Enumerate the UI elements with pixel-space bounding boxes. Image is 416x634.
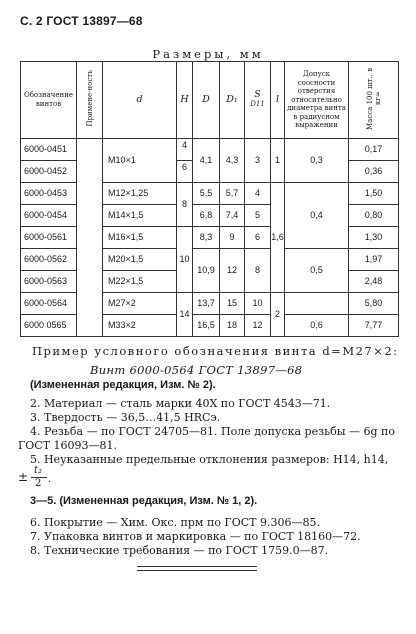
row-mass: 1,30 [349,226,399,248]
row-designation: 6000-0563 [21,270,77,292]
row-thread: M12×1,25 [103,182,177,204]
example-heading: Пример условного обозначения винта d=M27×2: [32,344,399,358]
row-mass: 1,97 [349,248,399,270]
row-big-d: 10,9 [193,248,220,292]
header-l: l [271,62,285,139]
row-big-d: 4,1 [193,138,220,182]
header-mass-text: Масса 100 шт., в кг≈ [365,67,382,130]
row-l-value: 1 [271,138,285,182]
header-s-tolerance: D11 [250,99,265,108]
row-mass: 0,17 [349,138,399,160]
row-thread: M20×1,5 [103,248,177,270]
note-coating: 6. Покрытие — Хим. Окс. прм по ГОСТ 9.306—85. [30,516,320,529]
note-hardness: 3. Твердость — 36,5…41,5 HRCэ. [30,411,221,424]
row-thread: M22×1,5 [103,270,177,292]
row-designation: 6000-0452 [21,160,77,182]
row-tolerance-empty [285,292,349,314]
row-d1: 4,3 [220,138,245,182]
row-s: 3 [245,138,271,182]
row-d1: 12 [220,248,245,292]
header-s-label: S [254,89,261,101]
note-requirements: 8. Технические требования — по ГОСТ 1759.0—87. [30,544,329,557]
row-tolerance: 0,4 [285,182,349,248]
row-big-d: 5,5 [193,182,220,204]
row-thread: M14×1,5 [103,204,177,226]
header-d: d [103,62,177,139]
row-big-d: 13,7 [193,292,220,314]
table-caption: Размеры, мм [152,47,264,61]
note-thread: 4. Резьба — по ГОСТ 24705—81. Поле допуска резьбы — 6g по ГОСТ 16093—81. [18,425,395,452]
row-mass: 7,77 [349,314,399,336]
row-designation: 6000-0562 [21,248,77,270]
table-row [21,138,399,160]
row-mass: 5,80 [349,292,399,314]
row-d1: 7,4 [220,204,245,226]
header-s [245,62,271,139]
row-s: 8 [245,248,271,292]
row-tolerance: 0,5 [285,248,349,292]
dimensions-table [20,61,399,337]
row-big-d: 16,5 [193,314,220,336]
row-tolerance: 0,3 [285,138,349,182]
header-tolerance: Допуск соосности отверстия относительно диаметра винта в радиусном выражении [285,62,349,139]
end-rule [137,566,257,567]
row-s: 6 [245,226,271,248]
tolerance-denominator: 2 [35,478,42,489]
row-s: 10 [245,292,271,314]
row-h-value: 8 [177,182,193,226]
note-tolerances: 5. Неуказанные предельные отклонения размеров: H14, h14, [30,453,389,466]
row-d1: 9 [220,226,245,248]
row-designation: 6000-0453 [21,182,77,204]
row-h-value: 10 [177,226,193,292]
row-designation: 6000-0451 [21,138,77,160]
note-material: 2. Материал — сталь марки 40Х по ГОСТ 4543—71. [30,397,331,410]
row-thread: M16×1,5 [103,226,177,248]
row-big-d: 6,8 [193,204,220,226]
row-thread: M10×1 [103,138,177,182]
tolerance-plus-minus: ± [18,470,29,484]
row-mass: 0,80 [349,204,399,226]
row-big-d: 8,3 [193,226,220,248]
page-header: С. 2 ГОСТ 13897—68 [20,14,143,28]
row-d1: 15 [220,292,245,314]
row-designation: 6000-0454 [21,204,77,226]
edition-note-2: 3—5. (Измененная редакция, Изм. № 1, 2). [30,495,258,507]
row-designation: 6000-0561 [21,226,77,248]
note-packaging: 7. Упаковка винтов и маркировка — по ГОСТ 18160—72. [30,530,361,543]
row-tolerance: 0,6 [285,314,349,336]
row-designation: 6000 0565 [21,314,77,336]
tolerance-period: . [48,474,52,485]
row-s: 12 [245,314,271,336]
tolerance-numerator: t₂ [34,465,43,476]
row-thread: M27×2 [103,292,177,314]
application-column [77,138,103,336]
header-mass [349,62,399,139]
header-h: H [177,62,193,139]
row-d1: 5,7 [220,182,245,204]
row-d1: 18 [220,314,245,336]
row-thread: M33×2 [103,314,177,336]
row-s: 5 [245,204,271,226]
header-application [77,62,103,139]
row-l-value: 2 [271,292,285,336]
end-rule-second [137,570,257,571]
row-designation: 6000-0564 [21,292,77,314]
row-l-value: 1,6 [271,182,285,292]
row-mass: 1,50 [349,182,399,204]
row-h-value: 6 [177,160,193,182]
example-designation: Винт 6000-0564 ГОСТ 13897—68 [90,363,303,377]
header-big-d: D [193,62,220,139]
header-application-text: Примене-ность [85,70,94,127]
edition-note: (Измененная редакция, Изм. № 2). [30,379,216,391]
row-h-value: 4 [177,138,193,160]
table-header-row [21,62,399,139]
row-mass: 2,48 [349,270,399,292]
header-designation: Обозначение винтов [21,62,77,139]
row-h-value: 14 [177,292,193,336]
row-s: 4 [245,182,271,204]
header-d1: D₁ [220,62,245,139]
row-mass: 0,36 [349,160,399,182]
